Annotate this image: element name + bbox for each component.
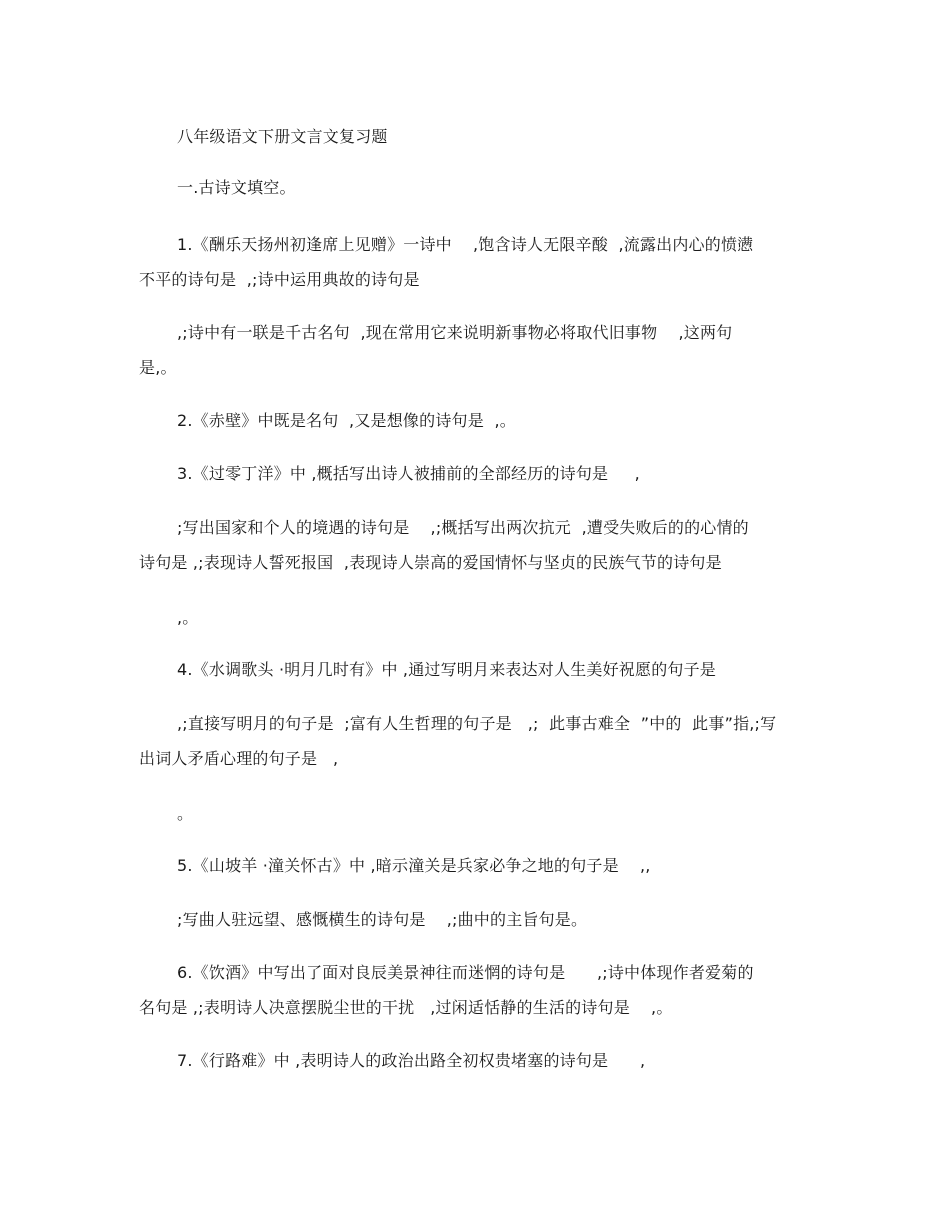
question-5-line-2: ;写曲人驻远望、感慨横生的诗句是 ,;曲中的主旨句是。 — [177, 910, 588, 929]
question-1-line-3: ,;诗中有一联是千古名句 ,现在常用它来说明新事物必将取代旧事物 ,这两句 — [177, 323, 733, 342]
question-3-line-3: 诗句是 ,;表现诗人誓死报国 ,表现诗人崇高的爱国情怀与坚贞的民族气节的诗句是 — [139, 553, 722, 572]
question-3-line-2: ;写出国家和个人的境遇的诗句是 ,;概括写出两次抗元 ,遭受失败后的的心情的 — [177, 518, 749, 537]
question-2-line-1: 2.《赤壁》中既是名句 ,又是想像的诗句是 ,。 — [177, 411, 516, 430]
question-4-line-2: ,;直接写明月的句子是 ;富有人生哲理的句子是 ,; 此事古难全 ”中的 此事”指,;写 — [177, 714, 777, 733]
question-4-line-3: 出词人矛盾心理的句子是 , — [139, 749, 339, 768]
question-4-line-1: 4.《水调歌头 ·明月几时有》中 ,通过写明月来表达对人生美好祝愿的句子是 — [177, 660, 717, 679]
question-1-line-2: 不平的诗句是 ,;诗中运用典故的诗句是 — [139, 270, 420, 289]
document-title: 八年级语文下册文言文复习题 — [177, 127, 388, 146]
question-3-line-4: ,。 — [177, 608, 199, 627]
question-1-line-1: 1.《酬乐天扬州初逢席上见赠》一诗中 ,饱含诗人无限辛酸 ,流露出内心的愤懑 — [177, 235, 754, 254]
question-7-line-1: 7.《行路难》中 ,表明诗人的政治出路全初权贵堵塞的诗句是 , — [177, 1051, 646, 1070]
question-5-line-1: 5.《山坡羊 ·潼关怀古》中 ,暗示潼关是兵家必争之地的句子是 ,, — [177, 856, 651, 875]
question-4-line-4: 。 — [177, 804, 194, 823]
question-6-line-2: 名句是 ,;表明诗人决意摆脱尘世的干扰 ,过闲适恬静的生活的诗句是 ,。 — [139, 998, 673, 1017]
question-3-line-1: 3.《过零丁洋》中 ,概括写出诗人被捕前的全部经历的诗句是 , — [177, 464, 640, 483]
question-6-line-1: 6.《饮酒》中写出了面对良辰美景神往而迷惘的诗句是 ,;诗中体现作者爱菊的 — [177, 963, 754, 982]
section-heading: 一.古诗文填空。 — [177, 178, 296, 197]
question-1-line-4: 是,。 — [139, 358, 177, 377]
